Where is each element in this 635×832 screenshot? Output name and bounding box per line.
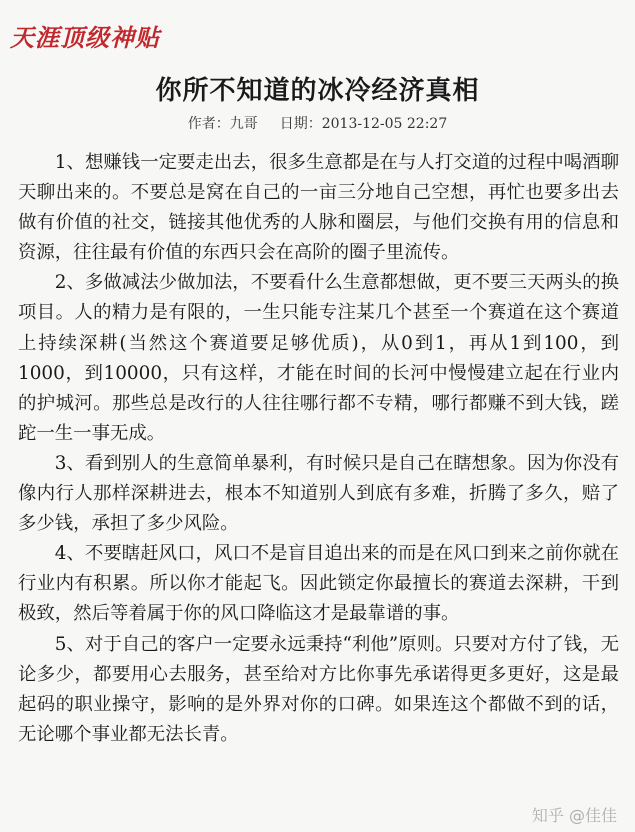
author-label: 作者：九哥 xyxy=(187,116,258,132)
article-body xyxy=(18,148,619,750)
paragraph-2: 2、多做减法少做加法，不要看什么生意都想做，更不要三天两头的换项目。人的精力是有限的，一生只能专注某几个甚至一个赛道在这个赛道上持续深耕(当然这个赛道要足够优质)，从0到1，再从1到100，到1000，到10000，只有这样，才能在时间的长河中慢慢建立起在行业内的护城河。那些总是改行的人往往哪行都不专精，哪行都赚不到大钱，蹉跎一生一事无成。 xyxy=(18,272,619,444)
paragraph-5: 5、对于自己的客户一定要永远秉持“利他”原则。只要对方付了钱，无论多少，都要用心去服务，甚至给对方比你事先承诺得更多更好，这是最起码的职业操守，影响的是外界对你的口碑。如果连这个都做不到的话，无论哪个事业都无法长青。 xyxy=(18,633,619,745)
paragraph-3: 3、看到别人的生意简单暴利，有时候只是自己在瞎想象。因为你没有像内行人那样深耕进去，根本不知道别人到底有多难，折腾了多久，赔了多少钱，承担了多少风险。 xyxy=(18,452,619,535)
paragraph-4: 4、不要瞎赶风口，风口不是盲目追出来的而是在风口到来之前你就在行业内有积累。所以你才能起飞。因此锁定你最擅长的赛道去深耕，干到极致，然后等着属于你的风口降临这才是最靠谱的事。 xyxy=(18,543,619,625)
date-label: 日期：2013-12-05 22:27 xyxy=(279,116,448,132)
brand-logo-text: 天涯顶级神贴 xyxy=(10,23,160,52)
article-meta xyxy=(0,113,635,133)
article-title: 你所不知道的冰冷经济真相 xyxy=(155,76,480,106)
zhihu-watermark: 知乎 @佳佳 xyxy=(531,806,617,825)
paragraph-1: 1、想赚钱一定要走出去，很多生意都是在与人打交道的过程中喝酒聊天聊出来的。不要总是窝在自己的一亩三分地自己空想，再忙也要多出去做有价值的社交，链接其他优秀的人脉和圈层，与他们交换有用的信息和资源，往往最有价值的东西只会在高阶的圈子里流传。 xyxy=(18,152,619,264)
